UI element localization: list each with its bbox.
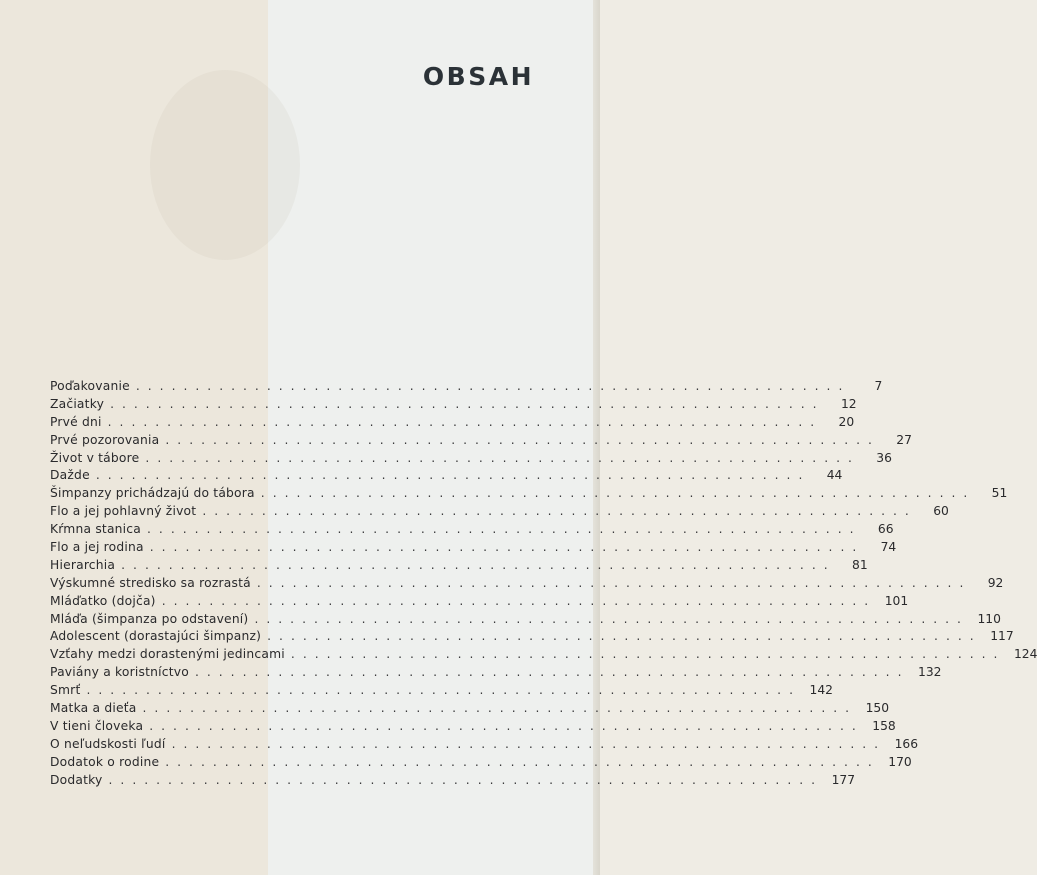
toc-entry-page-number: 74 bbox=[880, 540, 897, 555]
dot-leader: ............................................................ bbox=[165, 754, 880, 769]
toc-entry-title: Vzťahy medzi dorastenými jedincami bbox=[50, 647, 285, 662]
toc-entry-page-number: 177 bbox=[831, 772, 856, 787]
toc-entry-page-number: 36 bbox=[876, 450, 892, 465]
dot-leader: ............................................................ bbox=[165, 432, 880, 447]
toc-entry-title: Dodatok o rodine bbox=[50, 754, 160, 769]
toc-entry-page-number: 81 bbox=[852, 557, 868, 572]
toc-entry bbox=[50, 718, 896, 736]
table-of-contents bbox=[50, 378, 1037, 789]
toc-entry-page-number: 12 bbox=[840, 396, 857, 411]
toc-entry-page-number: 158 bbox=[872, 718, 896, 733]
dot-leader: ............................................................ bbox=[145, 450, 860, 465]
toc-entry-page-number: 124 bbox=[1013, 647, 1037, 662]
toc-entry-title: Adolescent (dorastajúci šimpanz) bbox=[50, 629, 262, 644]
toc-entry-title: Dodatky bbox=[50, 772, 103, 787]
dot-leader: ............................................................ bbox=[256, 575, 972, 590]
dot-leader: ............................................................ bbox=[107, 414, 823, 429]
toc-entry-title: Matka a dieťa bbox=[50, 701, 137, 716]
dot-leader: ............................................................ bbox=[95, 468, 811, 483]
toc-entry-page-number: 66 bbox=[877, 522, 894, 537]
dot-leader: ............................................................ bbox=[171, 736, 887, 751]
toc-entry-page-number: 101 bbox=[884, 593, 909, 608]
toc-entry-page-number: 20 bbox=[838, 414, 855, 429]
toc-entry-page-number: 60 bbox=[933, 504, 949, 519]
toc-entry-title: Začiatky bbox=[50, 396, 105, 411]
dot-leader: ............................................................ bbox=[149, 540, 865, 555]
toc-entry-title: Hierarchia bbox=[50, 557, 116, 572]
dot-leader: ............................................................ bbox=[260, 486, 976, 501]
toc-entry bbox=[50, 700, 890, 718]
dot-leader: ............................................................ bbox=[110, 396, 825, 411]
toc-entry-title: Flo a jej pohlavný život bbox=[50, 504, 197, 519]
toc-entry-page-number: 150 bbox=[865, 701, 890, 716]
toc-entry bbox=[50, 521, 894, 539]
toc-entry-page-number: 7 bbox=[874, 379, 883, 393]
toc-entry bbox=[50, 557, 868, 575]
dot-leader: ............................................................ bbox=[108, 772, 824, 787]
toc-entry-title: Mláďatko (dojča) bbox=[50, 593, 156, 608]
toc-entry-page-number: 166 bbox=[894, 736, 919, 751]
toc-entry-page-number: 27 bbox=[896, 432, 912, 447]
dot-leader: ............................................................ bbox=[86, 683, 801, 698]
toc-entry bbox=[50, 485, 1008, 503]
toc-entry-page-number: 132 bbox=[918, 665, 942, 680]
toc-entry bbox=[50, 754, 912, 772]
dot-leader: ............................................................ bbox=[161, 593, 877, 608]
toc-entry bbox=[50, 611, 1001, 629]
dot-leader: ............................................................ bbox=[254, 611, 969, 626]
toc-entry bbox=[50, 772, 856, 790]
toc-entry-title: Dažde bbox=[50, 468, 90, 483]
toc-entry-page-number: 142 bbox=[809, 683, 833, 698]
toc-entry-page-number: 92 bbox=[987, 575, 1004, 590]
toc-entry bbox=[50, 539, 897, 557]
toc-entry bbox=[50, 682, 833, 700]
toc-entry-title: V tieni človeka bbox=[50, 718, 144, 733]
dot-leader: ............................................................ bbox=[121, 557, 836, 572]
toc-entry bbox=[50, 575, 1004, 593]
dot-leader: ............................................................ bbox=[142, 701, 858, 716]
toc-entry bbox=[50, 396, 857, 414]
toc-entry bbox=[50, 593, 909, 611]
toc-entry-title: Prvé dni bbox=[50, 414, 102, 429]
toc-entry bbox=[50, 503, 949, 521]
toc-entry-title: Šimpanzy prichádzajú do tábora bbox=[50, 486, 255, 501]
toc-entry-title: Výskumné stredisko sa rozrastá bbox=[50, 575, 251, 590]
toc-entry-page-number: 117 bbox=[990, 629, 1014, 644]
toc-entry-title: Život v tábore bbox=[50, 450, 140, 465]
toc-entry-page-number: 110 bbox=[977, 611, 1001, 626]
dot-leader: ............................................................ bbox=[202, 504, 917, 519]
toc-entry bbox=[50, 378, 883, 396]
toc-entry-title: Prvé pozorovania bbox=[50, 432, 160, 447]
toc-entry bbox=[50, 432, 912, 450]
dot-leader: ............................................................ bbox=[267, 629, 982, 644]
toc-entry bbox=[50, 450, 892, 468]
toc-entry bbox=[50, 628, 1014, 646]
dot-leader: ............................................................ bbox=[194, 665, 910, 680]
toc-entry bbox=[50, 467, 843, 485]
toc-entry-title: Flo a jej rodina bbox=[50, 540, 144, 555]
toc-entry-title: Poďakovanie bbox=[50, 379, 130, 393]
toc-entry bbox=[50, 414, 855, 432]
toc-entry-title: Smrť bbox=[50, 683, 81, 698]
toc-entry-page-number: 51 bbox=[991, 486, 1008, 501]
toc-entry-title: O neľudskosti ľudí bbox=[50, 736, 166, 751]
dot-leader: ............................................................ bbox=[135, 379, 851, 393]
toc-entry bbox=[50, 646, 1037, 664]
toc-entry-title: Mláďa (šimpanza po odstavení) bbox=[50, 611, 249, 626]
toc-entry-page-number: 44 bbox=[826, 468, 843, 483]
show-through-shadow bbox=[150, 70, 300, 260]
dot-leader: ............................................................ bbox=[149, 718, 864, 733]
dot-leader: ............................................................ bbox=[290, 647, 1006, 662]
toc-entry-page-number: 170 bbox=[888, 754, 912, 769]
toc-entry bbox=[50, 664, 942, 682]
dot-leader: ............................................................ bbox=[147, 522, 862, 537]
toc-entry-title: Kŕmna stanica bbox=[50, 522, 141, 537]
toc-entry-title: Paviány a koristníctvo bbox=[50, 665, 189, 680]
toc-entry bbox=[50, 736, 919, 754]
page-title: OBSAH bbox=[422, 62, 534, 91]
